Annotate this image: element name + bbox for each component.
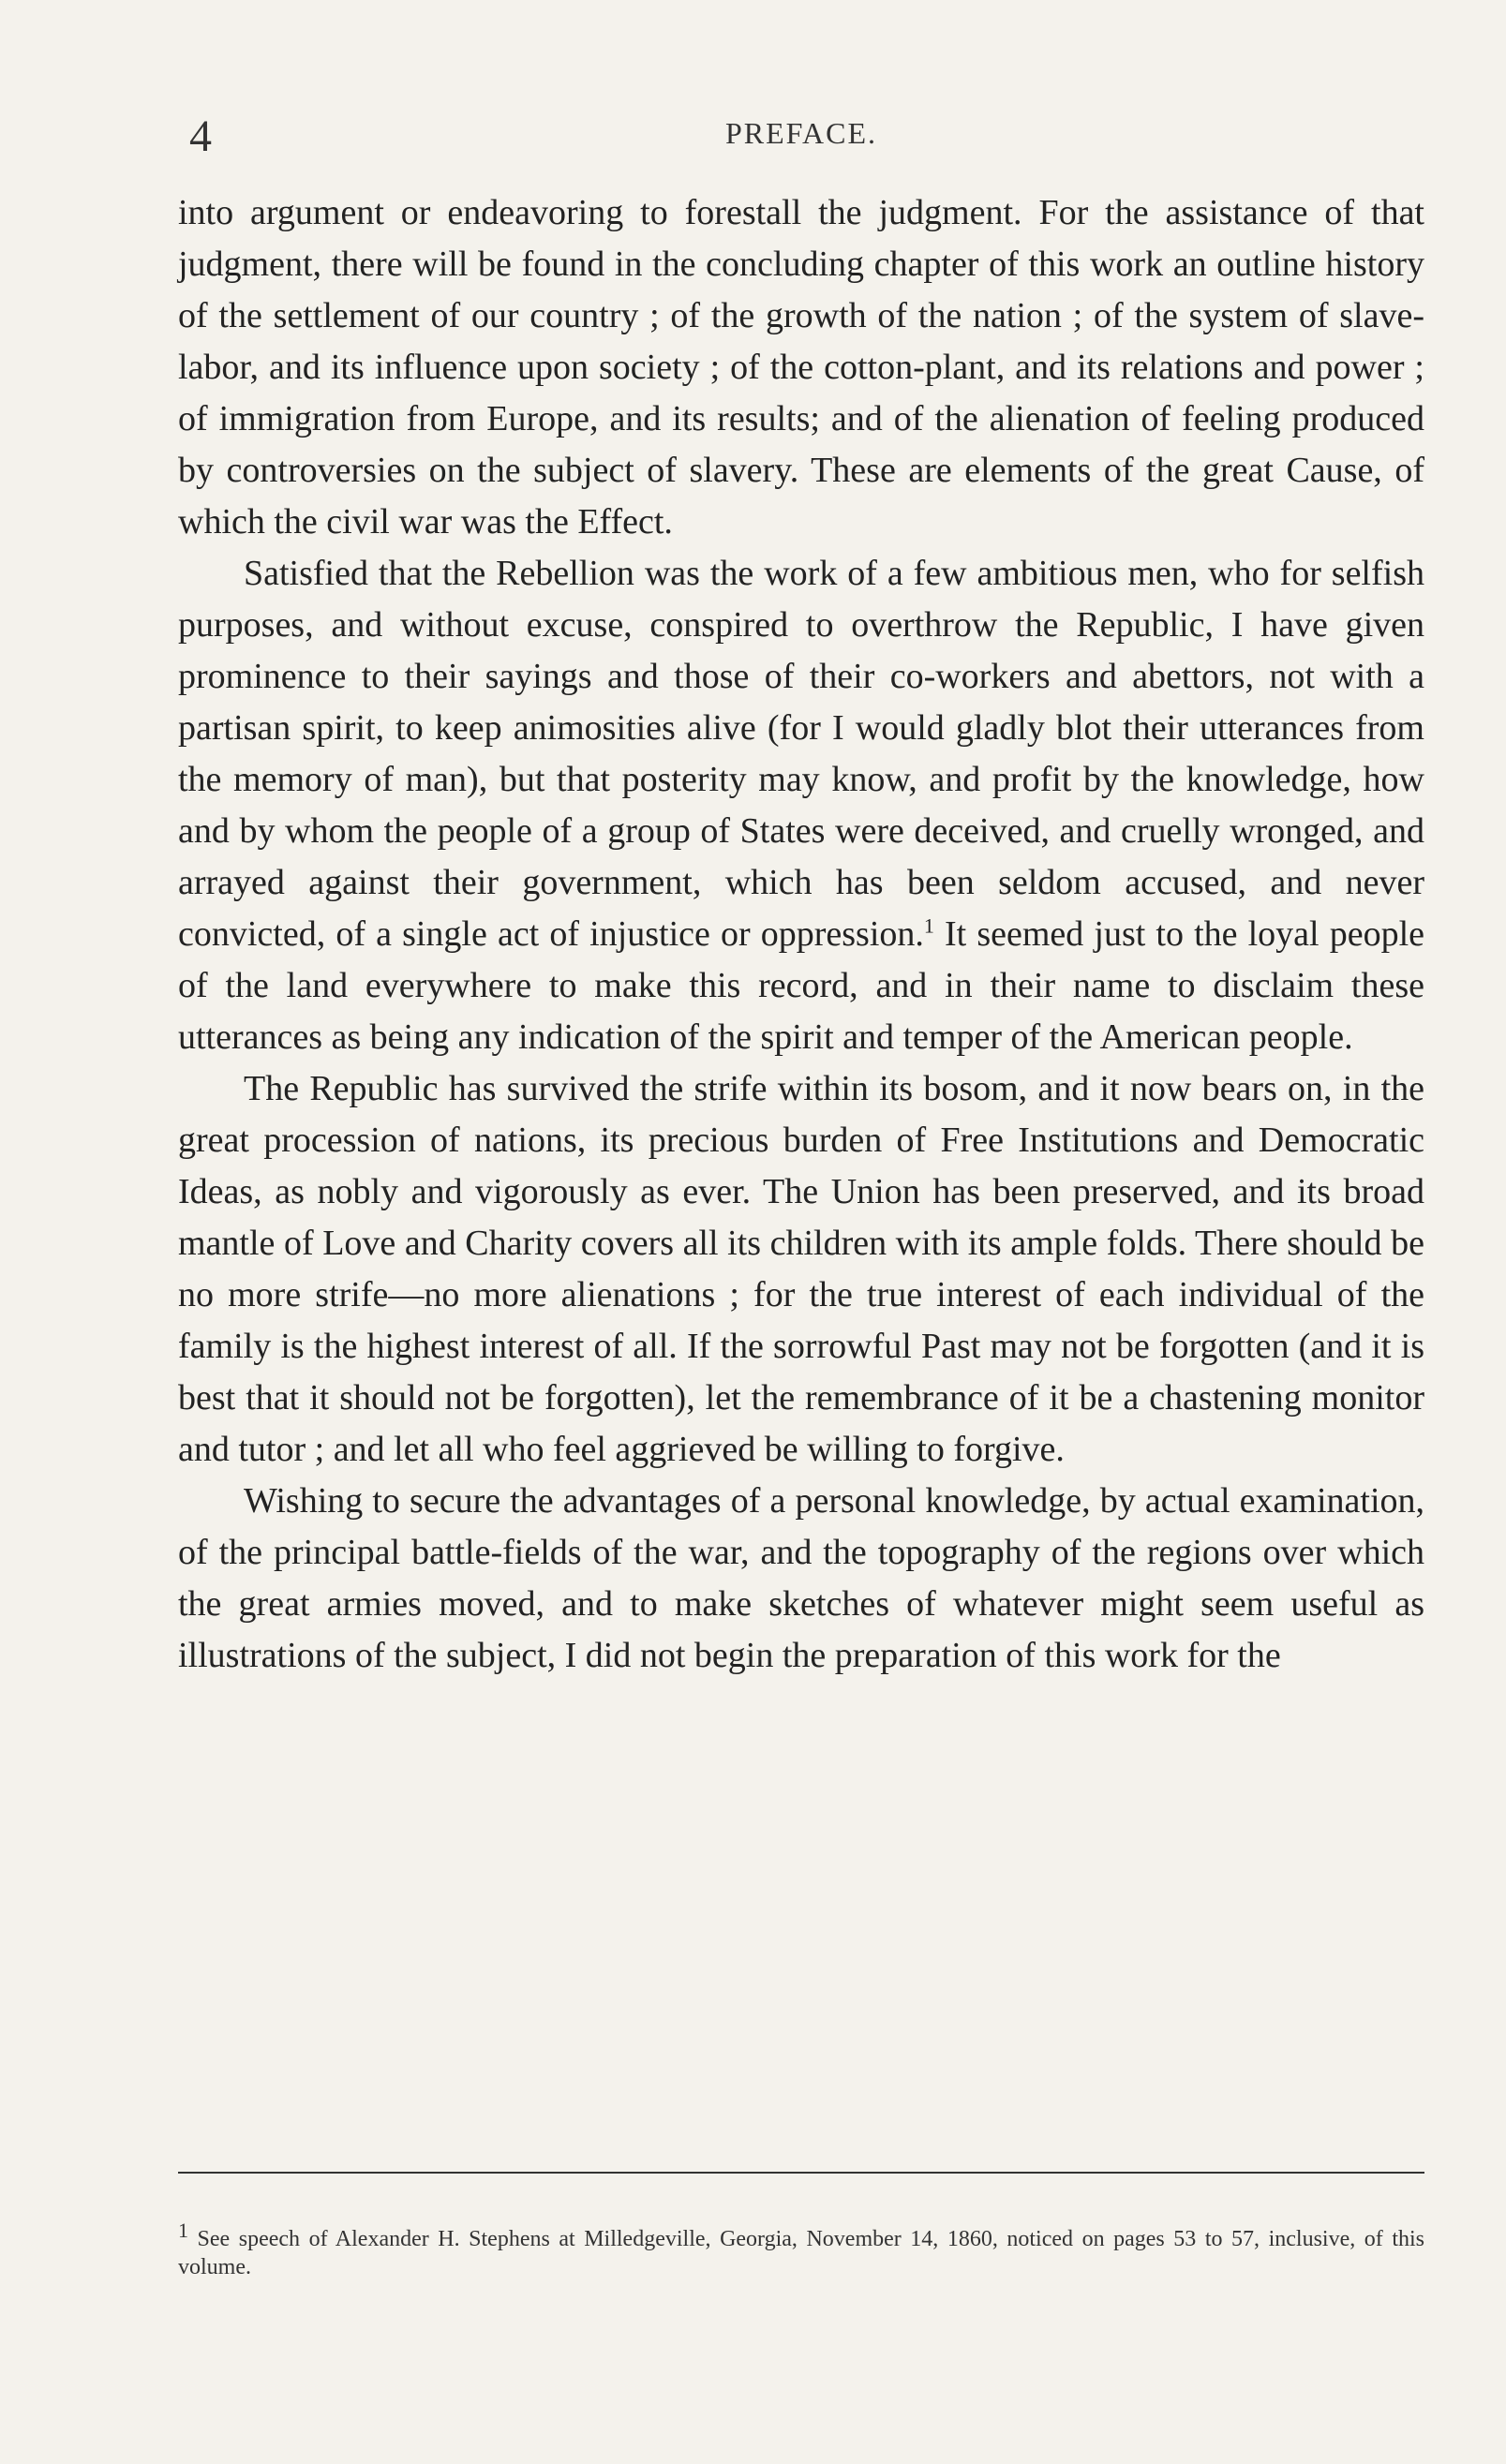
page-number: 4 xyxy=(189,111,212,161)
body-text xyxy=(178,187,1424,1682)
footnote-reference: 1 xyxy=(923,913,934,938)
paragraph-3: The Republic has survived the strife within its bosom, and it now bears on, in the great procession of nations, its precious burden of Free Institutions and Democratic Ideas, as nobly and vigorously as ever. The Union has been preserved, and its broad mantle of Love and Charity covers all its children with its ample folds. There should be no more strife—no more alienations ; for the true interest of each individual of the family is the highest interest of all. If the sorrowful Past may not be forgotten (and it is best that it should not be forgotten), let the remembrance of it be a chastening monitor and tutor ; and let all who feel aggrieved be willing to forgive. xyxy=(178,1069,1424,1469)
paragraph-4: Wishing to secure the advantages of a personal knowledge, by actual examination, of the principal battle-fields of the war, and the topography of the regions over which the great armies moved, and to make sketches of whatever might seem useful as illustrations of the subject, I did not begin the preparation of this work for the xyxy=(178,1481,1424,1675)
paragraph-2 xyxy=(178,548,1424,1063)
footnote-marker: 1 xyxy=(178,2219,188,2242)
footnote xyxy=(178,2219,1424,2281)
paragraph-1: into argument or endeavoring to forestall the judgment. For the assistance of that judgment, there will be found in the concluding chapter of this work an outline history of the settlement of our country ; of the growth of the nation ; of the system of slave-labor, and its influence upon society ; of the cotton-plant, and its relations and power ; of immigration from Europe, and its results; and of the alienation of feeling produced by controversies on the subject of slavery. These are elements of the great Cause, of which the civil war was the Effect. xyxy=(178,193,1424,542)
running-title: PREFACE. xyxy=(724,116,878,150)
footnote-text: See speech of Alexander H. Stephens at Milledgeville, Georgia, November 14, 1860, noticed on pages 53 to 57, inclusive, of this volume. xyxy=(178,2227,1424,2279)
footnote-divider xyxy=(178,2172,1424,2174)
paragraph-2-text: Satisfied that the Rebellion was the work of a few ambitious men, who for selfish purposes, and without excuse, conspired to overthrow the Republic, I have given prominence to their sayings and those of their co-workers and abettors, not with a partisan spirit, to keep animosities alive (for I would gladly blot their utterances from the memory of man), but that posterity may know, and profit by the knowledge, how and by whom the people of a group of States were deceived, and cruelly wronged, and arrayed against their government, which has been seldom accused, and never convicted, of a single act of injustice or oppression. xyxy=(178,554,1424,954)
paragraph-2-continuation: It seemed just to the loyal people of the land everywhere to make this record, and in their name to disclaim these utterances as being any indication of the spirit and temper of the American people. xyxy=(178,914,1425,1057)
page-header xyxy=(178,111,1424,161)
